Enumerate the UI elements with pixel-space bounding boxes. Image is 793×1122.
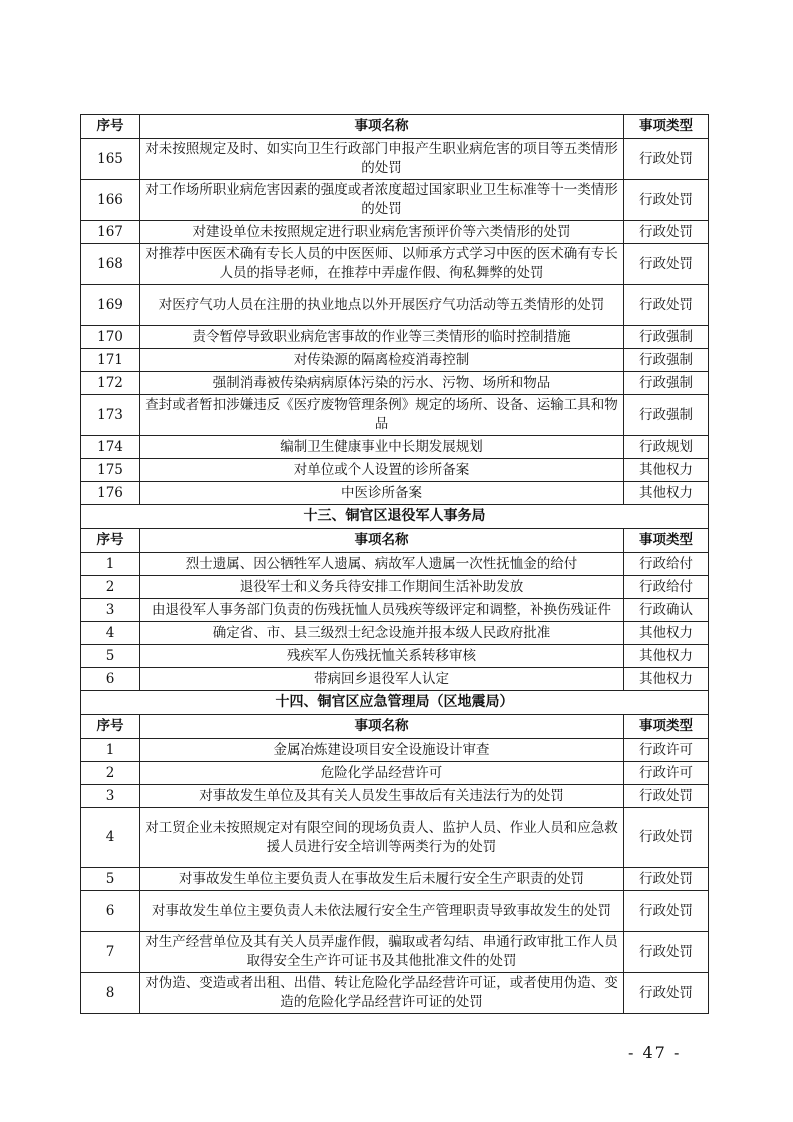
- row-number: 170: [81, 326, 140, 349]
- row-item-type: 行政处罚: [624, 973, 709, 1014]
- row-item-name: 对事故发生单位主要负责人在事故发生后未履行安全生产职责的处罚: [140, 868, 624, 891]
- table-row: [81, 482, 709, 505]
- row-number: 175: [81, 459, 140, 482]
- header-num: 序号: [81, 529, 140, 553]
- table-row: [81, 576, 709, 599]
- table-row: [81, 973, 709, 1014]
- row-item-type: 行政处罚: [624, 808, 709, 868]
- table-row: [81, 221, 709, 244]
- row-item-type: 行政给付: [624, 553, 709, 576]
- row-number: 5: [81, 645, 140, 668]
- row-item-type: 行政给付: [624, 576, 709, 599]
- row-item-name: 查封或者暂扣涉嫌违反《医疗废物管理条例》规定的场所、设备、运输工具和物品: [140, 395, 624, 436]
- power-list-table: [80, 114, 709, 1014]
- row-item-type: 其他权力: [624, 622, 709, 645]
- section-title-row: [81, 505, 709, 529]
- table-row: [81, 326, 709, 349]
- row-item-name: 带病回乡退役军人认定: [140, 668, 624, 691]
- row-item-name: 中医诊所备案: [140, 482, 624, 505]
- table-row: [81, 436, 709, 459]
- row-item-name: 对推荐中医医术确有专长人员的中医医师、以师承方式学习中医的医术确有专长人员的指导老师，在推荐中弄虚作假、徇私舞弊的处罚: [140, 244, 624, 285]
- row-item-name: 对未按照规定及时、如实向卫生行政部门申报产生职业病危害的项目等五类情形的处罚: [140, 139, 624, 180]
- table-row: [81, 139, 709, 180]
- header-num: 序号: [81, 715, 140, 739]
- table-row: [81, 459, 709, 482]
- row-item-name: 危险化学品经营许可: [140, 762, 624, 785]
- table-header-row: [81, 529, 709, 553]
- table-header-row: [81, 115, 709, 139]
- table-row: [81, 395, 709, 436]
- row-number: 174: [81, 436, 140, 459]
- row-item-type: 其他权力: [624, 482, 709, 505]
- row-item-name: 对事故发生单位及其有关人员发生事故后有关违法行为的处罚: [140, 785, 624, 808]
- row-item-type: 其他权力: [624, 645, 709, 668]
- header-type: 事项类型: [624, 115, 709, 139]
- table-row: [81, 180, 709, 221]
- row-number: 3: [81, 785, 140, 808]
- row-number: 168: [81, 244, 140, 285]
- table-row: [81, 645, 709, 668]
- row-item-name: 对工作场所职业病危害因素的强度或者浓度超过国家职业卫生标准等十一类情形的处罚: [140, 180, 624, 221]
- table-row: [81, 808, 709, 868]
- row-item-name: 由退役军人事务部门负责的伤残抚恤人员残疾等级评定和调整，补换伤残证件: [140, 599, 624, 622]
- row-number: 171: [81, 349, 140, 372]
- table-row: [81, 372, 709, 395]
- row-number: 2: [81, 576, 140, 599]
- row-item-name: 对伪造、变造或者出租、出借、转让危险化学品经营许可证，或者使用伪造、变造的危险化学品经营许可证的处罚: [140, 973, 624, 1014]
- row-number: 172: [81, 372, 140, 395]
- row-number: 169: [81, 285, 140, 326]
- row-item-type: 行政处罚: [624, 932, 709, 973]
- table-row: [81, 599, 709, 622]
- header-name: 事项名称: [140, 715, 624, 739]
- table-row: [81, 553, 709, 576]
- row-number: 165: [81, 139, 140, 180]
- table-row: [81, 244, 709, 285]
- row-item-type: 行政处罚: [624, 221, 709, 244]
- row-item-type: 行政强制: [624, 326, 709, 349]
- row-item-name: 编制卫生健康事业中长期发展规划: [140, 436, 624, 459]
- row-item-name: 对建设单位未按照规定进行职业病危害预评价等六类情形的处罚: [140, 221, 624, 244]
- row-number: 8: [81, 973, 140, 1014]
- table-row: [81, 739, 709, 762]
- row-item-name: 确定省、市、县三级烈士纪念设施并报本级人民政府批准: [140, 622, 624, 645]
- row-number: 4: [81, 808, 140, 868]
- row-number: 2: [81, 762, 140, 785]
- table-row: [81, 285, 709, 326]
- row-item-name: 对生产经营单位及其有关人员弄虚作假，骗取或者勾结、串通行政审批工作人员取得安全生产许可证书及其他批准文件的处罚: [140, 932, 624, 973]
- row-item-type: 行政处罚: [624, 891, 709, 932]
- row-number: 173: [81, 395, 140, 436]
- row-number: 1: [81, 553, 140, 576]
- row-number: 3: [81, 599, 140, 622]
- header-type: 事项类型: [624, 529, 709, 553]
- header-name: 事项名称: [140, 529, 624, 553]
- row-item-type: 行政强制: [624, 349, 709, 372]
- table-row: [81, 622, 709, 645]
- row-item-name: 对事故发生单位主要负责人未依法履行安全生产管理职责导致事故发生的处罚: [140, 891, 624, 932]
- table-row: [81, 932, 709, 973]
- table-row: [81, 762, 709, 785]
- header-num: 序号: [81, 115, 140, 139]
- table-body: [81, 115, 709, 1014]
- row-number: 6: [81, 891, 140, 932]
- header-name: 事项名称: [140, 115, 624, 139]
- table-row: [81, 349, 709, 372]
- table-row: [81, 868, 709, 891]
- row-number: 1: [81, 739, 140, 762]
- row-item-type: 其他权力: [624, 668, 709, 691]
- table-header-row: [81, 715, 709, 739]
- row-item-name: 金属冶炼建设项目安全设施设计审查: [140, 739, 624, 762]
- row-number: 166: [81, 180, 140, 221]
- row-item-name: 强制消毒被传染病病原体污染的污水、污物、场所和物品: [140, 372, 624, 395]
- section-title: 十四、铜官区应急管理局（区地震局）: [81, 691, 709, 715]
- row-item-type: 行政确认: [624, 599, 709, 622]
- table-row: [81, 785, 709, 808]
- page-number: - 47 -: [628, 1043, 682, 1062]
- row-item-type: 其他权力: [624, 459, 709, 482]
- table-row: [81, 891, 709, 932]
- section-title: 十三、铜官区退役军人事务局: [81, 505, 709, 529]
- row-item-type: 行政强制: [624, 395, 709, 436]
- row-number: 6: [81, 668, 140, 691]
- row-number: 7: [81, 932, 140, 973]
- row-item-name: 对传染源的隔离检疫消毒控制: [140, 349, 624, 372]
- row-item-type: 行政处罚: [624, 785, 709, 808]
- row-item-type: 行政许可: [624, 739, 709, 762]
- row-number: 176: [81, 482, 140, 505]
- row-item-name: 对医疗气功人员在注册的执业地点以外开展医疗气功活动等五类情形的处罚: [140, 285, 624, 326]
- table-row: [81, 668, 709, 691]
- row-item-name: 退役军士和义务兵待安排工作期间生活补助发放: [140, 576, 624, 599]
- row-number: 4: [81, 622, 140, 645]
- row-item-type: 行政处罚: [624, 139, 709, 180]
- row-item-type: 行政处罚: [624, 244, 709, 285]
- row-item-type: 行政处罚: [624, 285, 709, 326]
- row-item-name: 残疾军人伤残抚恤关系转移审核: [140, 645, 624, 668]
- row-number: 5: [81, 868, 140, 891]
- row-item-name: 责令暂停导致职业病危害事故的作业等三类情形的临时控制措施: [140, 326, 624, 349]
- row-number: 167: [81, 221, 140, 244]
- row-item-name: 烈士遗属、因公牺牲军人遗属、病故军人遗属一次性抚恤金的给付: [140, 553, 624, 576]
- row-item-type: 行政规划: [624, 436, 709, 459]
- row-item-name: 对单位或个人设置的诊所备案: [140, 459, 624, 482]
- row-item-type: 行政许可: [624, 762, 709, 785]
- section-title-row: [81, 691, 709, 715]
- row-item-type: 行政强制: [624, 372, 709, 395]
- row-item-type: 行政处罚: [624, 180, 709, 221]
- row-item-name: 对工贸企业未按照规定对有限空间的现场负责人、监护人员、作业人员和应急救援人员进行安全培训等两类行为的处罚: [140, 808, 624, 868]
- header-type: 事项类型: [624, 715, 709, 739]
- row-item-type: 行政处罚: [624, 868, 709, 891]
